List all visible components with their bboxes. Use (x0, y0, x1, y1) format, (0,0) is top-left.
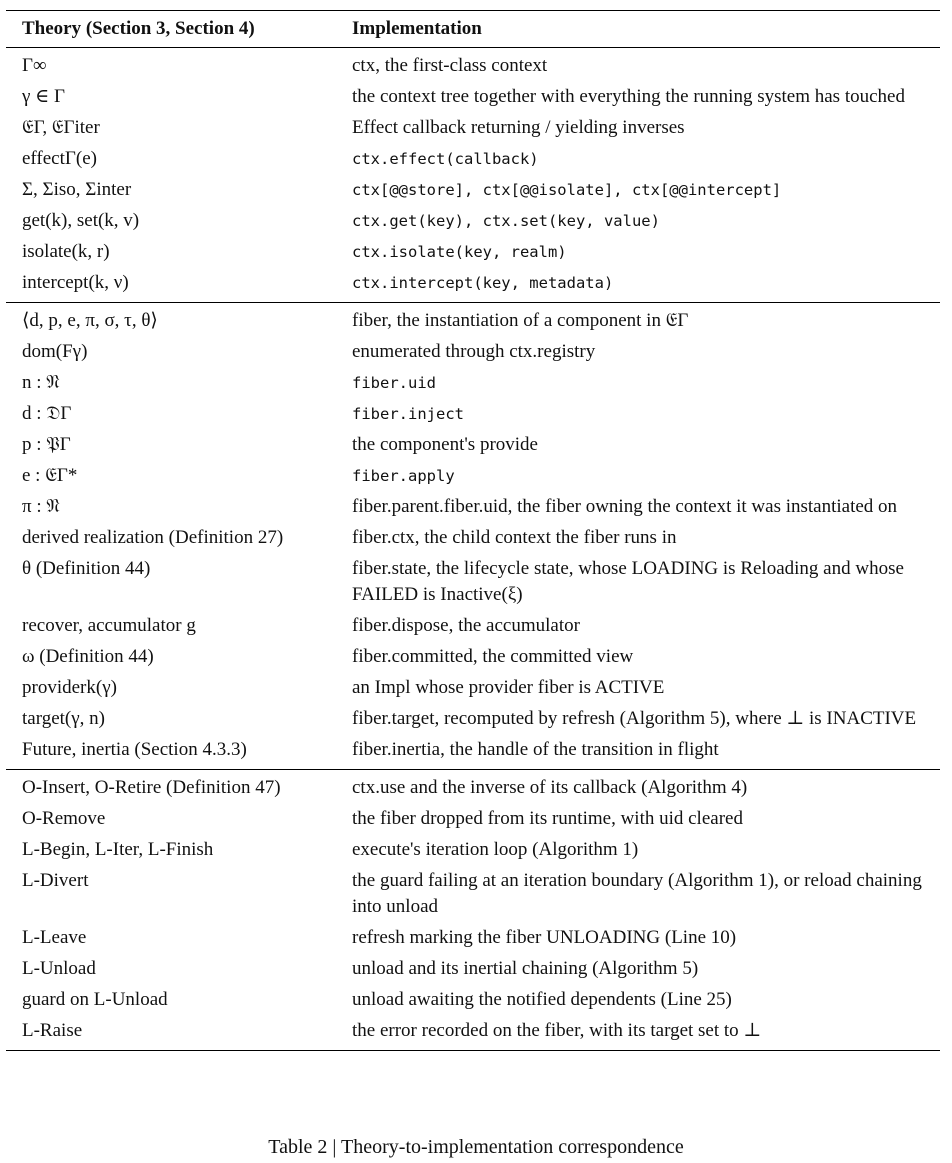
table-caption: Table 2 | Theory-to-implementation correspondence (268, 1136, 684, 1158)
impl-cell: ctx.use and the inverse of its callback (Algorithm 4) (352, 777, 748, 798)
table-row (6, 644, 940, 670)
table-row (6, 613, 940, 639)
impl-cell: the context tree together with everything the running system has touched (352, 86, 905, 107)
table-row (6, 706, 940, 732)
theory-cell: θ (Definition 44) (22, 558, 151, 579)
theory-cell: ⟨d, p, e, π, σ, τ, θ⟩ (22, 310, 158, 331)
theory-cell: guard on L-Unload (22, 989, 168, 1010)
table-row (6, 308, 940, 334)
table-row (6, 556, 940, 608)
impl-cell: ctx.intercept(key, metadata) (352, 274, 614, 292)
impl-cell: the error recorded on the fiber, with its target set to ⊥ (352, 1020, 762, 1041)
table-row (6, 956, 940, 982)
impl-cell: fiber, the instantiation of a component in 𝔈Γ (352, 310, 689, 331)
impl-cell: fiber.inject (352, 405, 464, 423)
theory-cell: dom(Fγ) (22, 341, 88, 362)
table-row (6, 84, 940, 110)
theory-cell: O-Insert, O-Retire (Definition 47) (22, 777, 281, 798)
theory-cell: L-Raise (22, 1020, 83, 1041)
table-row (6, 370, 940, 396)
table-row (6, 177, 940, 203)
theory-cell: γ ∈ Γ (22, 86, 65, 107)
theory-cell: ω (Definition 44) (22, 646, 154, 667)
table-group-rules (6, 770, 940, 1050)
table-bottom-rule (6, 1050, 940, 1051)
theory-cell: get(k), set(k, v) (22, 210, 140, 231)
table-row (6, 806, 940, 832)
table-row (6, 339, 940, 365)
table-row (6, 987, 940, 1013)
theory-cell: n : 𝔑 (22, 372, 60, 393)
impl-cell: ctx.isolate(key, realm) (352, 243, 567, 261)
impl-cell: Effect callback returning / yielding inverses (352, 117, 685, 138)
table-group-context (6, 48, 940, 302)
impl-cell: fiber.state, the lifecycle state, whose LOADING is Reloading and whose FAILED is Inactive(ξ) (352, 558, 904, 605)
impl-cell: fiber.parent.fiber.uid, the fiber owning the context it was instantiated on (352, 496, 898, 517)
table-row (6, 925, 940, 951)
header-implementation: Implementation (352, 18, 482, 39)
theory-cell: isolate(k, r) (22, 241, 110, 262)
theory-cell: target(γ, n) (22, 708, 105, 729)
table-row (6, 837, 940, 863)
theory-cell: O-Remove (22, 808, 106, 829)
impl-cell: ctx, the first-class context (352, 55, 548, 76)
impl-cell: fiber.dispose, the accumulator (352, 615, 580, 636)
impl-cell: an Impl whose provider fiber is ACTIVE (352, 677, 665, 698)
theory-cell: L-Leave (22, 927, 87, 948)
theory-cell: L-Begin, L-Iter, L-Finish (22, 839, 214, 860)
impl-cell: the fiber dropped from its runtime, with uid cleared (352, 808, 743, 829)
theory-cell: intercept(k, ν) (22, 272, 129, 293)
table-row (6, 675, 940, 701)
theory-cell: 𝔈Γ, 𝔈Γiter (22, 117, 100, 138)
theory-cell: L-Unload (22, 958, 96, 979)
table-row (6, 270, 940, 296)
table-row (6, 115, 940, 141)
theory-cell: derived realization (Definition 27) (22, 527, 284, 548)
table-row (6, 525, 940, 551)
theory-cell: e : 𝔈Γ* (22, 465, 78, 486)
impl-cell: the component's provide (352, 434, 538, 455)
impl-cell: fiber.target, recomputed by refresh (Algorithm 5), where ⊥ is INACTIVE (352, 708, 917, 729)
table-row (6, 1018, 940, 1044)
correspondence-table (6, 10, 940, 1051)
table-row (6, 868, 940, 920)
theory-cell: providerk(γ) (22, 677, 117, 698)
table-header-row (6, 11, 940, 47)
table-group-fiber (6, 303, 940, 769)
table-row (6, 737, 940, 763)
table-row (6, 401, 940, 427)
theory-cell: Σ, Σiso, Σinter (22, 179, 132, 200)
impl-cell: fiber.uid (352, 374, 436, 392)
table-row (6, 463, 940, 489)
impl-cell: fiber.committed, the committed view (352, 646, 634, 667)
impl-cell: execute's iteration loop (Algorithm 1) (352, 839, 639, 860)
impl-cell: fiber.inertia, the handle of the transition in flight (352, 739, 719, 760)
impl-cell: unload awaiting the notified dependents (Line 25) (352, 989, 732, 1010)
theory-cell: L-Divert (22, 870, 89, 891)
impl-cell: ctx.effect(callback) (352, 150, 539, 168)
theory-cell: effectΓ(e) (22, 148, 97, 169)
theory-cell: p : 𝔓Γ (22, 434, 71, 455)
impl-cell: refresh marking the fiber UNLOADING (Line 10) (352, 927, 737, 948)
impl-cell: fiber.ctx, the child context the fiber runs in (352, 527, 677, 548)
table-row (6, 775, 940, 801)
impl-cell: enumerated through ctx.registry (352, 341, 596, 362)
theory-cell: Γ∞ (22, 55, 47, 76)
impl-cell: ctx.get(key), ctx.set(key, value) (352, 212, 660, 230)
impl-cell: unload and its inertial chaining (Algorithm 5) (352, 958, 699, 979)
table-row (6, 432, 940, 458)
theory-cell: Future, inertia (Section 4.3.3) (22, 739, 247, 760)
theory-cell: π : 𝔑 (22, 496, 60, 517)
table-row (6, 146, 940, 172)
table-row (6, 53, 940, 79)
theory-cell: recover, accumulator g (22, 615, 196, 636)
impl-cell: fiber.apply (352, 467, 455, 485)
theory-cell: d : 𝔇Γ (22, 403, 72, 424)
table-row (6, 208, 940, 234)
header-theory: Theory (Section 3, Section 4) (22, 18, 255, 39)
impl-cell: ctx[@@store], ctx[@@isolate], ctx[@@intercept] (352, 181, 782, 199)
impl-cell: the guard failing at an iteration boundary (Algorithm 1), or reload chaining into unload (352, 870, 922, 917)
table-row (6, 239, 940, 265)
table-row (6, 494, 940, 520)
